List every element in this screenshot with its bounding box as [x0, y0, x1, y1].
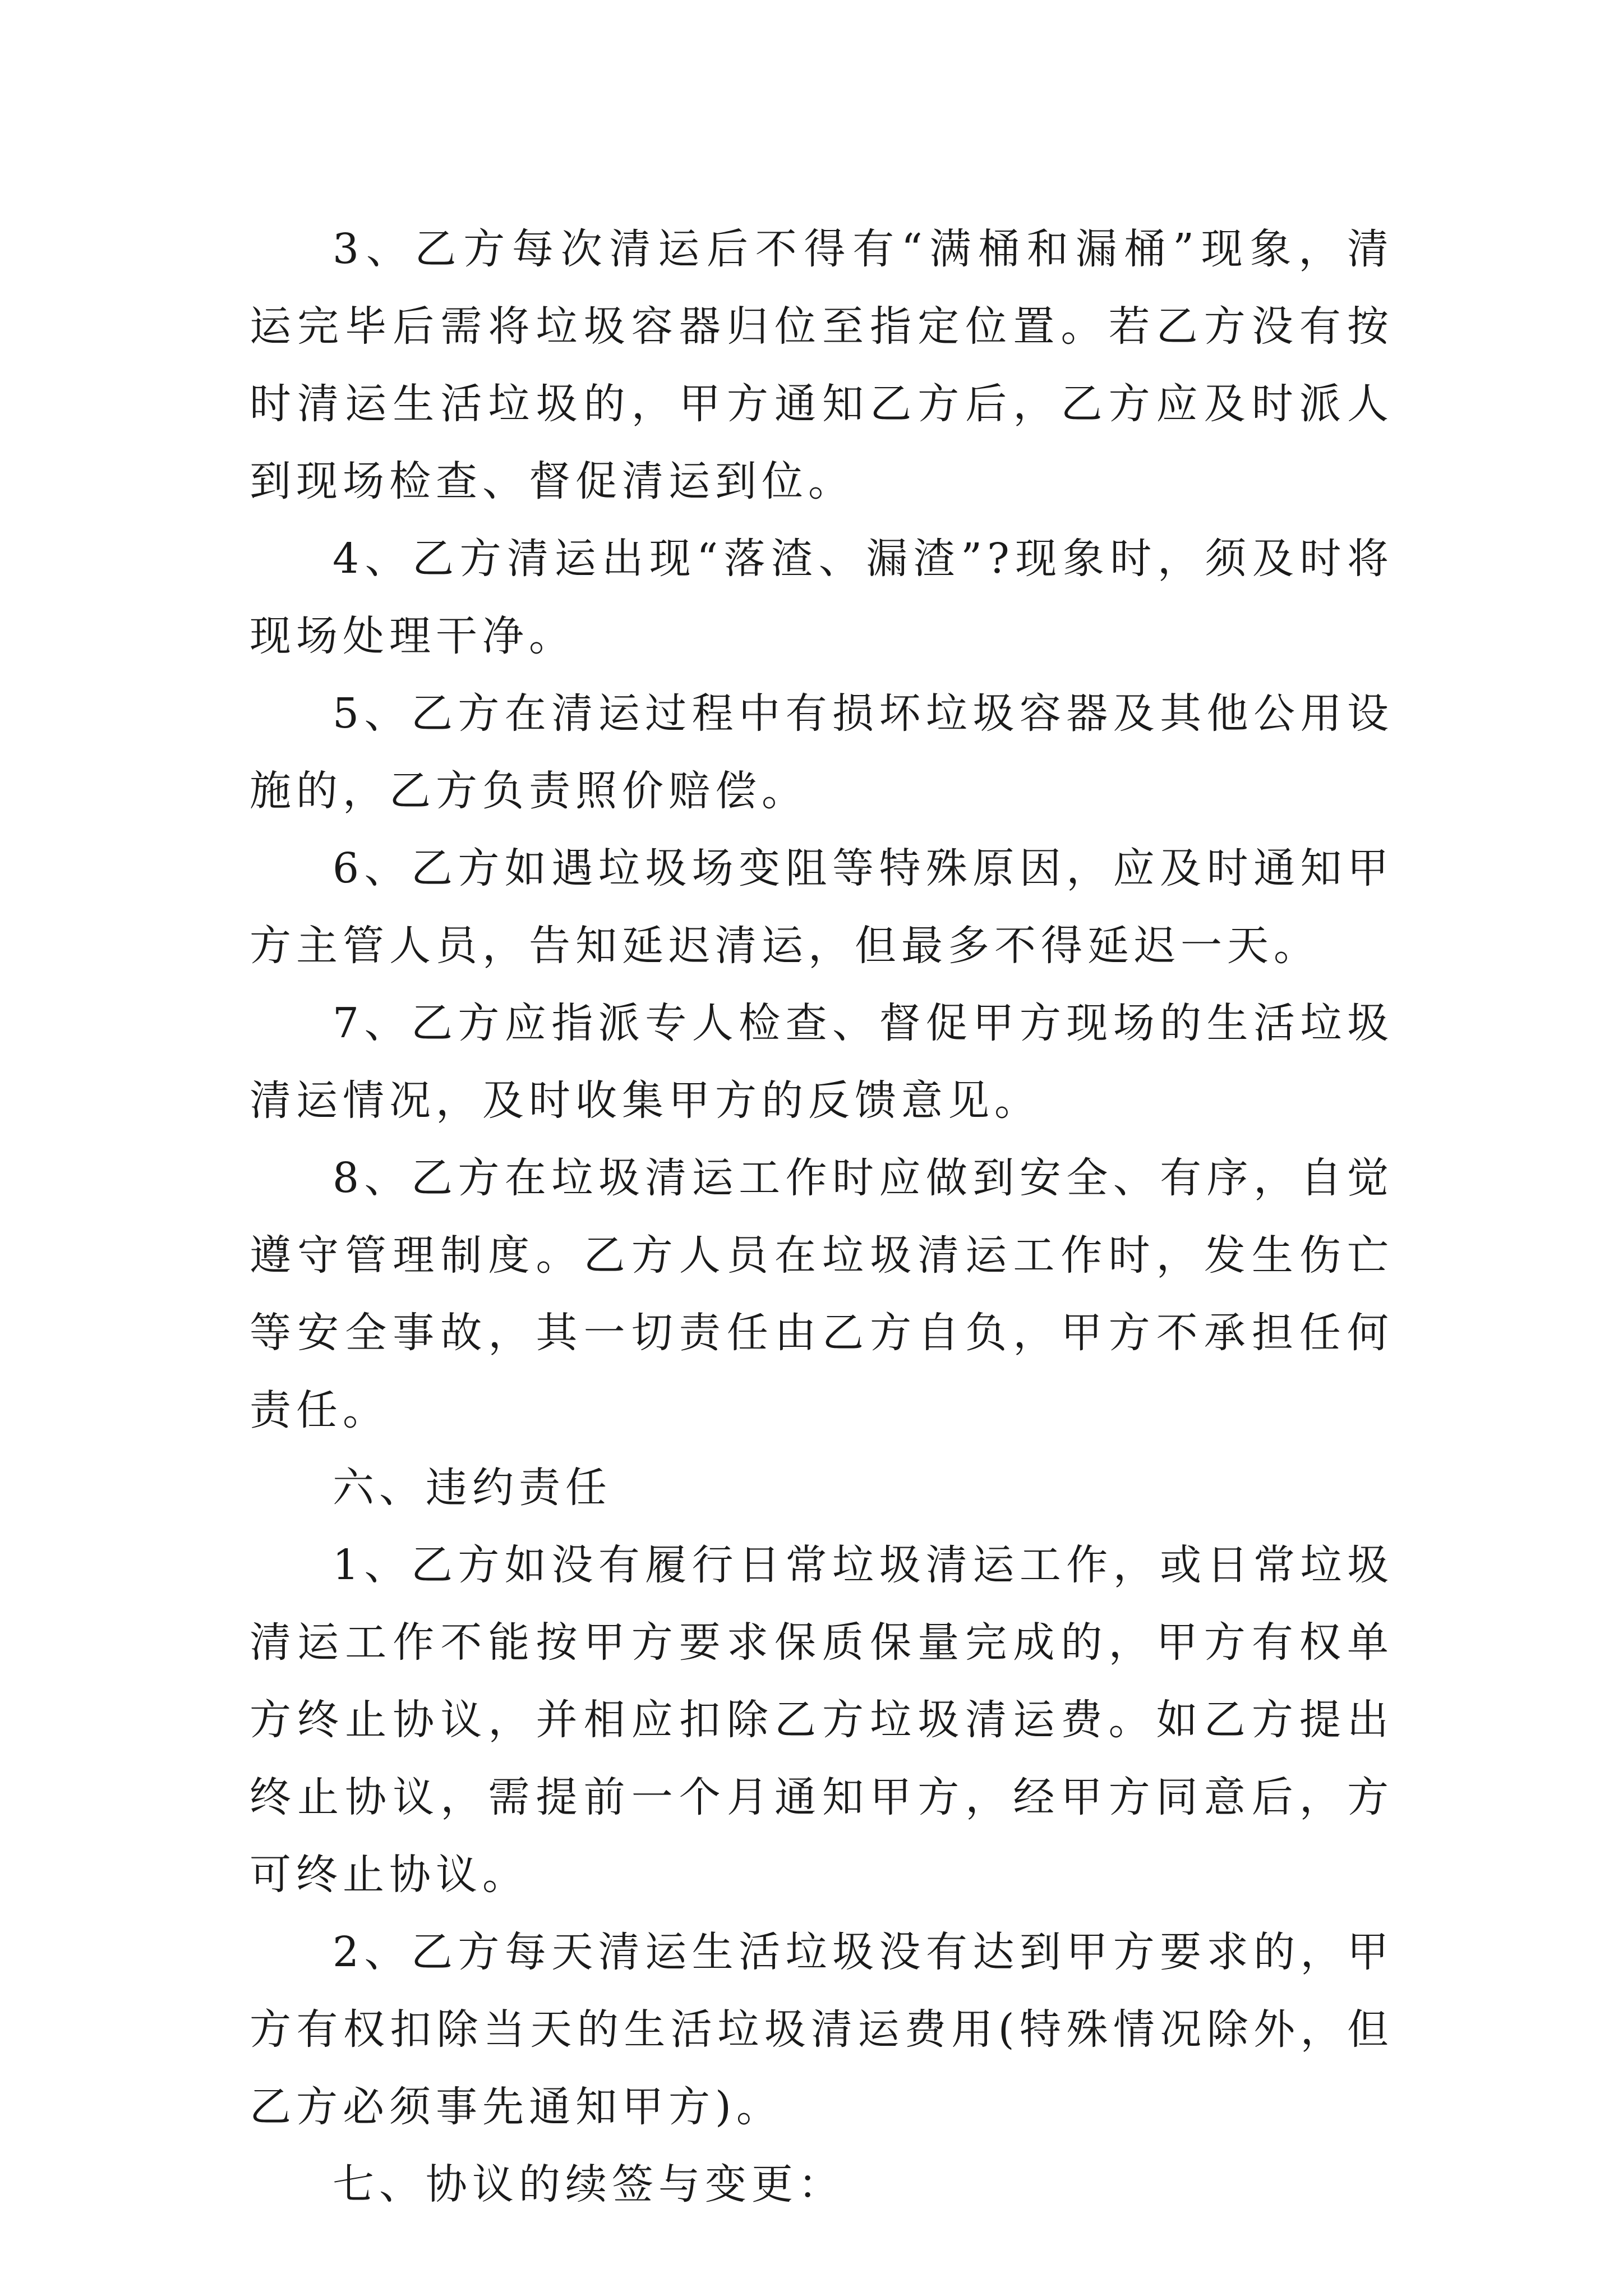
clause-4: 4、乙方清运出现“落渣、漏渣”?现象时，须及时将现场处理干净。 [250, 535, 1394, 660]
clause-7: 7、乙方应指派专人检查、督促甲方现场的生活垃圾清运情况，及时收集甲方的反馈意见。 [250, 999, 1394, 1125]
clause-3: 3、乙方每次清运后不得有“满桶和漏桶”现象，清运完毕后需将垃圾容器归位至指定位置。若乙方没有按时清运生活垃圾的，甲方通知乙方后，乙方应及时派人到现场检查、督促清运到位。 [250, 225, 1394, 505]
breach-clause-2: 2、乙方每天清运生活垃圾没有达到甲方要求的，甲方有权扣除当天的生活垃圾清运费用(特殊情况除外，但乙方必须事先通知甲方)。 [250, 1928, 1394, 2131]
breach-clause-1: 1、乙方如没有履行日常垃圾清运工作，或日常垃圾清运工作不能按甲方要求保质保量完成的，甲方有权单方终止协议，并相应扣除乙方垃圾清运费。如乙方提出终止协议，需提前一个月通知甲方，经甲方同意后，方可终止协议。 [250, 1541, 1394, 1899]
clause-5: 5、乙方在清运过程中有损坏垃圾容器及其他公用设施的，乙方负责照价赔偿。 [250, 689, 1394, 815]
section-heading-breach: 六、违约责任 [333, 1464, 612, 1512]
section-heading-renewal: 七、协议的续签与变更： [333, 2160, 845, 2208]
document-body [250, 210, 1394, 2223]
clause-8: 8、乙方在垃圾清运工作时应做到安全、有序，自觉遵守管理制度。乙方人员在垃圾清运工作时，发生伤亡等安全事故，其一切责任由乙方自负，甲方不承担任何责任。 [250, 1154, 1394, 1434]
clause-6: 6、乙方如遇垃圾场变阻等特殊原因，应及时通知甲方主管人员，告知延迟清运，但最多不得延迟一天。 [250, 844, 1394, 970]
